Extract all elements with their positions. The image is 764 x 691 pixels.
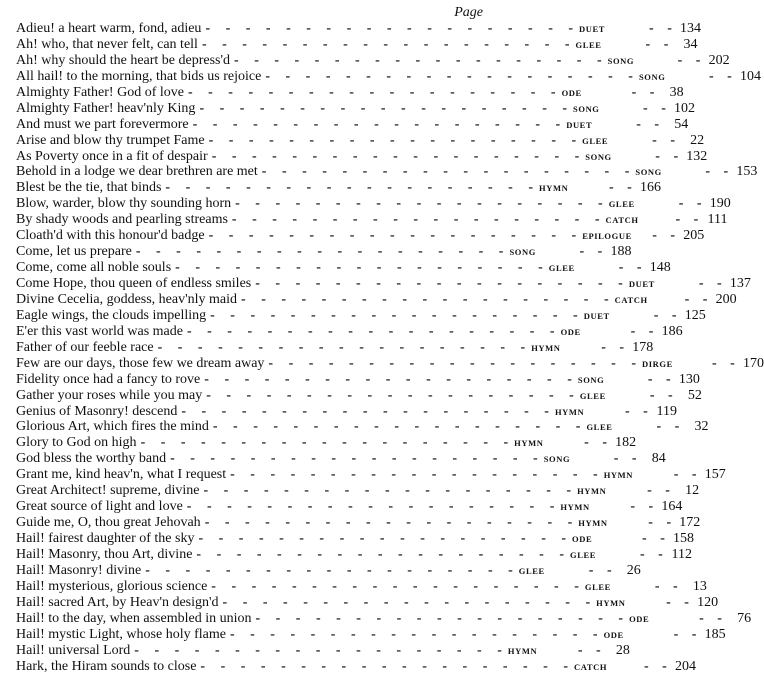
index-entry [16,148,708,165]
leader-dots: - - [666,594,694,610]
entry-title: Divine Cecelia, goddess, heav'nly maid [16,291,238,307]
entry-title: Great source of light and love [16,499,183,515]
leader-dots: - - - - - - - - - - - - - - - - - - - [203,483,578,499]
leader-dots: - - [601,339,630,355]
leader-dots: - - - - - - - - - - - - - - - - - - - [135,244,510,260]
leader-dots: - - [684,291,713,307]
entry-title: And must we part forevermore [16,116,189,132]
index-entry [16,291,737,308]
entry-kind: ODE [629,613,650,624]
entry-page-number: 54 [674,116,689,132]
entry-title: Come Hope, thou queen of endless smiles [16,276,252,291]
index-entry [16,132,705,149]
entry-kind: HYMN [539,183,569,194]
index-entry [16,403,677,420]
leader-dots: - - [640,546,668,562]
leader-dots: - - [656,419,685,435]
entry-kind: HYMN [507,645,538,656]
leader-dots: - - [675,212,704,228]
leader-dots: - - - - - - - - - - - - - - - - - - - [192,116,567,132]
entry-page-number: 190 [709,196,731,212]
entry-title: Come, let us prepare [16,244,132,260]
leader-dots: - - - - - - - - - - - - - - - - - - - [234,52,608,68]
entry-kind: GLEE [575,39,602,50]
leader-dots: - - [653,307,682,323]
leader-dots: - - - - - - - - - - - - - - - - - - - [145,562,519,578]
entry-kind: GLEE [548,263,575,274]
entry-title: Few are our days, those few we dream away [16,355,265,371]
entry-page-number: 157 [704,467,726,483]
leader-dots: - - - - - - - - - - - - - - - - - - - [186,499,561,515]
index-entry [16,546,692,563]
entry-title: Ah! who, that never felt, can tell [16,36,198,52]
index-entry [16,68,761,85]
entry-kind: HYMN [578,518,608,529]
entry-kind: ODE [560,326,581,337]
leader-dots: - - [647,371,676,387]
entry-kind: SONG [509,247,536,258]
entry-title: Fidelity once had a fancy to rove [16,371,201,387]
leader-dots: - - - - - - - - - - - - - - - - - - - [222,594,597,610]
leader-dots: - - [588,562,617,578]
leader-dots: - - - - - - - - - - - - - - - - - - - [206,387,580,403]
entry-title: Hail! Masonry! divine [16,562,142,578]
index-entry [16,594,719,611]
leader-dots: - - [652,132,680,148]
entry-kind: HYMN [514,438,544,449]
entry-page-number: 158 [673,531,695,546]
index-entry [16,100,696,117]
leader-dots: - - [705,164,734,180]
index-entry [16,435,637,451]
entry-title: Glorious Art, which fires the mind [16,419,209,435]
entry-kind: CATCH [614,294,648,305]
entry-kind: CATCH [574,661,608,672]
entry-title: By shady woods and pearling streams [16,212,228,228]
index-entry [16,515,701,531]
entry-page-number: 112 [671,546,692,562]
entry-kind: GLEE [570,549,597,560]
index-entry [16,610,752,627]
index-entry [16,276,751,292]
entry-kind: DIRGE [642,358,673,369]
entry-title: Come, come all noble souls [16,260,172,276]
leader-dots: - - [642,531,670,546]
index-entries [16,21,764,674]
entry-title: Hail! Masonry, thou Art, divine [16,546,193,562]
leader-dots: - - - - - - - - - - - - - - - - - - - [208,132,583,148]
leader-dots: - - - - - - - - - - - - - - - - - - - [157,339,532,355]
entry-page-number: 38 [669,84,684,100]
entry-title: Adieu! a heart warm, fond, adieu [16,21,202,36]
entry-page-number: 185 [704,626,726,642]
index-entry [16,578,707,595]
entry-page-number: 22 [690,132,705,148]
entry-kind: DUET [566,119,593,130]
entry-kind: HYMN [554,406,585,417]
leader-dots: - - [652,228,681,244]
index-entry [16,642,630,659]
entry-kind: GLEE [608,199,635,210]
entry-page-number: 178 [632,339,654,355]
entry-page-number: 182 [615,435,637,451]
index-entry [16,483,700,499]
entry-title: As Poverty once in a fit of despair [16,148,208,164]
entry-page-number: 188 [610,244,632,260]
index-entry [16,371,700,388]
index-entry [16,164,758,180]
entry-title: Glory to God on high [16,435,137,451]
entry-page-number: 104 [739,68,761,84]
entry-kind: SONG [585,151,612,162]
entry-page-number: 28 [615,642,630,658]
index-entry [16,52,730,69]
entry-title: Almighty Father! heav'nly King [16,100,196,116]
entry-page-number: 170 [743,355,764,371]
leader-dots: - - [609,180,637,196]
leader-dots: - - - - - - - - - - - - - - - - - - - [241,291,615,307]
entry-page-number: 34 [683,36,698,52]
leader-dots: - - - - - - - - - - - - - - - - - - - [229,626,604,642]
index-entry [16,212,728,228]
entry-page-number: 84 [651,451,666,467]
leader-dots: - - [584,435,612,451]
entry-title: Blest be the tie, that binds [16,180,162,196]
leader-dots: - - - - - - - - - - - - - - - - - - - [212,419,587,435]
entry-page-number: 164 [661,499,683,515]
entry-page-number: 132 [686,148,708,164]
entry-title: Guide me, O, thou great Jehovah [16,515,201,531]
leader-dots: - - [645,36,674,52]
leader-dots: - - - - - - - - - - - - - - - - - - - [255,276,629,291]
entry-page-number: 130 [678,371,700,387]
entry-kind: SONG [607,55,635,66]
entry-kind: HYMN [603,470,634,481]
entry-page-number: 52 [687,387,702,403]
entry-page-number: 32 [694,419,709,435]
entry-kind: HYMN [577,486,607,497]
leader-dots: - - - - - - - - - - - - - - - - - - - [235,196,609,212]
entry-page-number: 204 [675,658,697,674]
index-entry [16,244,632,260]
index-entry [16,658,697,675]
index-entry [16,339,654,356]
index-entry [16,21,702,37]
entry-title: Hail! fairest daughter of the sky [16,531,195,546]
leader-dots: - - - - - - - - - - - - - - - - - - - [255,610,630,626]
entry-kind: EPILOGUE [582,231,632,242]
entry-title: Hark, the Hiram sounds to close [16,658,197,674]
entry-page-number: 125 [684,307,706,323]
leader-dots: - - - - - - - - - - - - - - - - - - - [268,355,642,371]
leader-dots: - - - - - - - - - - - - - - - - - - - [210,307,584,323]
entry-title: God bless the worthy band [16,451,167,467]
entry-kind: CATCH [605,215,639,226]
entry-kind: GLEE [518,565,545,576]
leader-dots: - - - - - - - - - - - - - - - - - - - [205,21,580,36]
entry-title: Hail! universal Lord [16,642,131,658]
index-entry [16,180,662,196]
index-entry [16,260,671,276]
leader-dots: - - - - - - - - - - - - - - - - - - - [201,36,576,52]
entry-page-number: 76 [737,610,752,626]
entry-title: Hail! mystic Light, whose holy flame [16,626,226,642]
leader-dots: - - - - - - - - - - - - - - - - - - - [198,531,573,546]
entry-title: Hail! to the day, when assembled in union [16,610,252,626]
leader-dots: - - [577,642,606,658]
index-entry [16,499,683,515]
leader-dots: - - - - - - - - - - - - - - - - - - - [196,546,570,562]
index-entry [16,626,726,643]
leader-dots: - - - - - - - - - - - - - - - - - - - [175,260,549,276]
index-entry [16,307,706,324]
leader-dots: - - [624,403,653,419]
index-entry [16,355,764,372]
entry-kind: HYMN [596,597,626,608]
entry-page-number: 202 [708,52,730,68]
entry-title: Behold in a lodge we dear brethren are met [16,164,258,180]
leader-dots: - - - - - - - - - - - - - - - - - - - [261,164,636,180]
leader-dots: - - [644,658,672,674]
index-entry [16,323,683,340]
leader-dots: - - [678,196,707,212]
entry-title: Blow, warder, blow thy sounding horn [16,196,232,212]
index-entry [16,451,666,467]
entry-page-number: 120 [697,594,719,610]
leader-dots: - - [613,451,642,467]
leader-dots: - - [712,355,740,371]
leader-dots: - - [699,610,727,626]
leader-dots: - - [631,84,660,100]
entry-kind: SONG [638,71,666,82]
entry-title: Eagle wings, the clouds impelling [16,307,207,323]
leader-dots: - - [647,483,675,499]
entry-title: Hail! mysterious, glorious science [16,578,208,594]
entry-title: Hail! sacred Art, by Heav'n design'd [16,594,219,610]
entry-kind: ODE [572,534,593,544]
index-entry [16,36,698,53]
leader-dots: - - - - - - - - - - - - - - - - - - - [165,180,540,196]
leader-dots: - - - - - - - - - - - - - - - - - - - [134,642,508,658]
leader-dots: - - [630,499,659,515]
leader-dots: - - [673,467,702,483]
entry-page-number: 111 [707,212,728,228]
index-entry [16,467,726,483]
leader-dots: - - [643,100,671,116]
entry-title: Father of our feeble race [16,339,154,355]
leader-dots: - - - - - - - - - - - - - - - - - - - [199,100,574,116]
leader-dots: - - - - - - - - - - - - - - - - - - - [211,578,585,594]
index-entry [16,196,731,212]
entry-kind: DUET [628,279,655,289]
entry-title: Almighty Father! God of love [16,84,184,100]
entry-kind: ODE [603,629,624,640]
entry-page-number: 153 [736,164,758,180]
entry-kind: DUET [583,310,610,321]
entry-title: All hail! to the morning, that bids us rejoice [16,68,262,84]
index-entry [16,116,689,133]
leader-dots: - - - - - - - - - - - - - - - - - - - [181,403,555,419]
entry-kind: DUET [579,24,606,34]
leader-dots: - - [618,260,647,276]
index-entry [16,419,709,435]
entry-kind: HYMN [560,502,590,513]
page-column-header: Page [454,5,483,20]
entry-page-number: 13 [692,578,707,594]
leader-dots: - - [655,148,684,164]
leader-dots: - - - - - - - - - - - - - - - - - - - [231,212,606,228]
entry-page-number: 26 [626,562,641,578]
entry-title: Ah! why should the heart be depress'd [16,52,231,68]
entry-page-number: 186 [661,323,683,339]
leader-dots: - - - - - - - - - - - - - - - - - - - [200,658,575,674]
index-entry [16,387,702,404]
entry-kind: SONG [573,103,600,114]
index-entry [16,228,705,244]
entry-page-number: 119 [656,403,677,419]
entry-kind: SONG [635,167,662,178]
index-entry [16,531,695,547]
entry-title: E'er this vast world was made [16,323,183,339]
entry-kind: GLEE [586,422,613,433]
entry-kind: GLEE [584,581,611,592]
entry-page-number: 200 [715,291,737,307]
leader-dots: - - [698,276,727,291]
entry-kind: HYMN [531,342,561,353]
leader-dots: - - [708,68,737,84]
leader-dots: - - [636,116,665,132]
leader-dots: - - [630,323,659,339]
entry-page-number: 12 [685,483,700,499]
leader-dots: - - - - - - - - - - - - - - - - - - - [187,84,562,100]
entry-title: Great Architect! supreme, divine [16,483,200,499]
leader-dots: - - - - - - - - - - - - - - - - - - - [170,451,544,467]
entry-title: Grant me, kind heav'n, what I request [16,467,227,483]
entry-page-number: 148 [649,260,671,276]
entry-title: Gather your roses while you may [16,387,203,403]
entry-kind: GLEE [582,135,609,146]
leader-dots: - - - - - - - - - - - - - - - - - - - [265,68,639,84]
leader-dots: - - - - - - - - - - - - - - - - - - - [230,467,604,483]
entry-title: Arise and blow thy trumpet Fame [16,132,205,148]
entry-kind: SONG [577,374,605,385]
entry-kind: SONG [543,454,571,465]
entry-page-number: 172 [679,515,701,531]
leader-dots: - - - - - - - - - - - - - - - - - - - [186,323,561,339]
entry-page-number: 166 [640,180,662,196]
index-entry [16,562,641,579]
leader-dots: - - [649,387,678,403]
leader-dots: - - [649,21,677,36]
leader-dots: - - - - - - - - - - - - - - - - - - - [140,435,515,451]
entry-page-number: 134 [680,21,702,36]
leader-dots: - - [648,515,677,531]
leader-dots: - - - - - - - - - - - - - - - - - - - [204,371,578,387]
entry-page-number: 205 [683,228,705,244]
leader-dots: - - - - - - - - - - - - - - - - - - - [204,515,579,531]
index-entry [16,84,684,101]
leader-dots: - - - - - - - - - - - - - - - - - - - [211,148,586,164]
entry-title: Cloath'd with this honour'd badge [16,228,205,244]
leader-dots: - - [673,626,702,642]
entry-title: Genius of Masonry! descend [16,403,178,419]
entry-kind: GLEE [579,390,606,401]
leader-dots: - - [579,244,608,260]
entry-kind: ODE [561,87,582,98]
leader-dots: - - - - - - - - - - - - - - - - - - - [208,228,583,244]
entry-page-number: 102 [674,100,696,116]
leader-dots: - - [654,578,683,594]
leader-dots: - - [677,52,706,68]
entry-page-number: 137 [729,276,751,291]
